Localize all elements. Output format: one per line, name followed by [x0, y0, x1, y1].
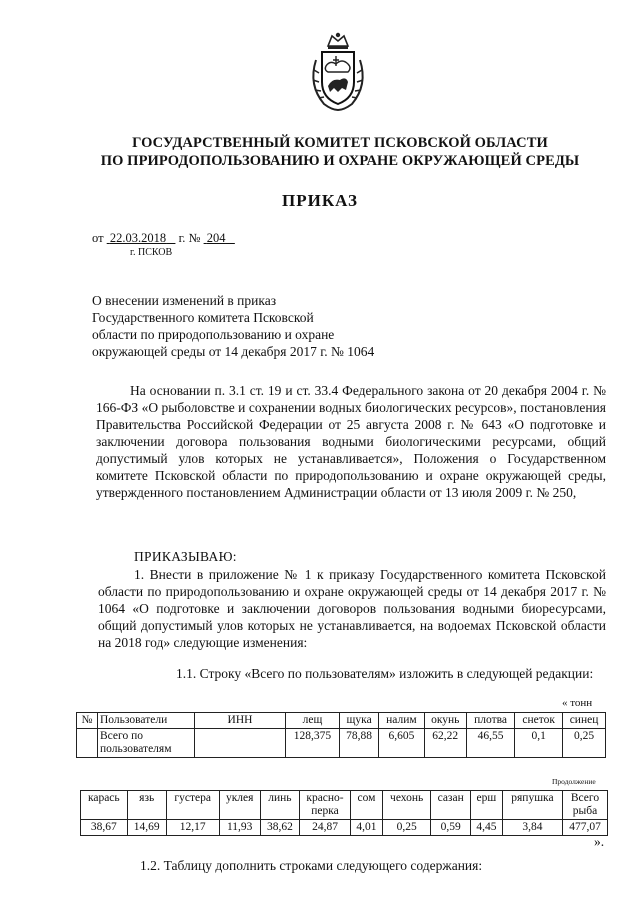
- header-cell: линь: [260, 791, 299, 820]
- table-cell: 0,59: [431, 820, 471, 836]
- table-cell: 128,375: [286, 729, 340, 758]
- header-cell: густера: [166, 791, 219, 820]
- table-cell: 4,01: [351, 820, 383, 836]
- table-cell: 38,62: [260, 820, 299, 836]
- table-row: [81, 820, 608, 836]
- order-date-line: [92, 231, 235, 246]
- paragraph-1: 1. Внести в приложение № 1 к приказу Государственного комитета Псковской области по природопользованию и охране окружающей среды от 14 декабря 2017 г. № 1064 «О подготовке и заключении договоров пользования водными биоресурсами, общий допустимый улов которых не устанавливается, на водоемах Псковской области на 2018 год» следующие изменения:: [98, 567, 606, 650]
- header-cell: Пользователи: [98, 713, 195, 729]
- table-cell: 46,55: [466, 729, 514, 758]
- table-cell: 24,87: [300, 820, 351, 836]
- organization-title: [60, 134, 620, 170]
- organization-title-line1: ГОСУДАРСТВЕННЫЙ КОМИТЕТ ПСКОВСКОЙ ОБЛАСТИ: [132, 135, 548, 151]
- table-cell: 4,45: [470, 820, 502, 836]
- header-cell: чехонь: [382, 791, 431, 820]
- header-cell: ерш: [470, 791, 502, 820]
- header-cell: №: [77, 713, 98, 729]
- number-prefix: г. №: [178, 231, 201, 245]
- order-date: 22.03.2018: [109, 231, 167, 245]
- table-cell: 14,69: [127, 820, 166, 836]
- subject-line2: Государственного комитета Псковской: [92, 310, 314, 325]
- paragraph-1-1: 1.1. Строку «Всего по пользователям» изложить в следующей редакции:: [176, 666, 594, 681]
- header-cell: сом: [351, 791, 383, 820]
- table-cell: 0,1: [515, 729, 563, 758]
- header-cell: снеток: [515, 713, 563, 729]
- header-cell: карась: [81, 791, 128, 820]
- order-title: ПРИКАЗ: [282, 191, 358, 210]
- order-subject: [92, 292, 432, 360]
- closing-quote: ».: [594, 834, 605, 849]
- table-cell: 11,93: [219, 820, 260, 836]
- header-cell: лещ: [286, 713, 340, 729]
- header-cell: сазан: [431, 791, 471, 820]
- header-cell: синец: [563, 713, 606, 729]
- table-cell: 78,88: [339, 729, 378, 758]
- table-header-row: [81, 791, 608, 820]
- table-cell: 0,25: [382, 820, 431, 836]
- header-cell: ряпушка: [502, 791, 562, 820]
- subject-line3: области по природопользованию и охране: [92, 327, 335, 342]
- table-cell: 0,25: [563, 729, 606, 758]
- users-total-table: [76, 712, 606, 758]
- table-cell: 3,84: [502, 820, 562, 836]
- date-prefix: от: [92, 231, 104, 245]
- coat-of-arms-emblem: [302, 30, 374, 114]
- header-cell: красно-перка: [300, 791, 351, 820]
- table-row: [77, 729, 606, 758]
- header-cell: Всего рыба: [563, 791, 608, 820]
- table-cell: [195, 729, 286, 758]
- header-cell: налим: [379, 713, 424, 729]
- table-cell: Всего по пользователям: [98, 729, 195, 758]
- header-cell: язь: [127, 791, 166, 820]
- table-cell: 12,17: [166, 820, 219, 836]
- table-cell: 62,22: [424, 729, 466, 758]
- species-continuation-table: [80, 790, 608, 836]
- header-cell: ИНН: [195, 713, 286, 729]
- legal-basis-paragraph: На основании п. 3.1 ст. 19 и ст. 33.4 Федерального закона от 20 декабря 2004 г. № 166-ФЗ «О рыболовстве и сохранении водных биологических ресурсов», постановления Правительства Российской Федерации от 25 августа 2008 г. № 643 «О подготовке и заключении договора пользования водными биологическими ресурсами, общий допустимый улов которых не устанавливается», Положения о Государственном комитете Псковской области по природопользованию и охране окружающей среды, утвержденного постановлением Администрации области от 13 июля 2009 г. № 250,: [96, 383, 606, 500]
- table-header-row: [77, 713, 606, 729]
- header-cell: плотва: [466, 713, 514, 729]
- table-cell: 6,605: [379, 729, 424, 758]
- city: г. ПСКОВ: [130, 247, 173, 258]
- table-cell: 38,67: [81, 820, 128, 836]
- unit-note: « тонн: [562, 697, 593, 709]
- paragraph-1-2: 1.2. Таблицу дополнить строками следующего содержания:: [140, 858, 483, 873]
- header-cell: уклея: [219, 791, 260, 820]
- header-cell: окунь: [424, 713, 466, 729]
- order-number: 204: [206, 231, 226, 245]
- continuation-note: Продолжение: [552, 777, 596, 786]
- header-cell: щука: [339, 713, 378, 729]
- decree-heading: ПРИКАЗЫВАЮ:: [134, 549, 237, 564]
- table-cell: [77, 729, 98, 758]
- table-cell: 477,07: [563, 820, 608, 836]
- organization-title-line2: ПО ПРИРОДОПОЛЬЗОВАНИЮ И ОХРАНЕ ОКРУЖАЮЩЕЙ СРЕДЫ: [100, 153, 580, 169]
- subject-line1: О внесении изменений в приказ: [92, 293, 277, 308]
- subject-line4: окружающей среды от 14 декабря 2017 г. № 1064: [92, 344, 375, 359]
